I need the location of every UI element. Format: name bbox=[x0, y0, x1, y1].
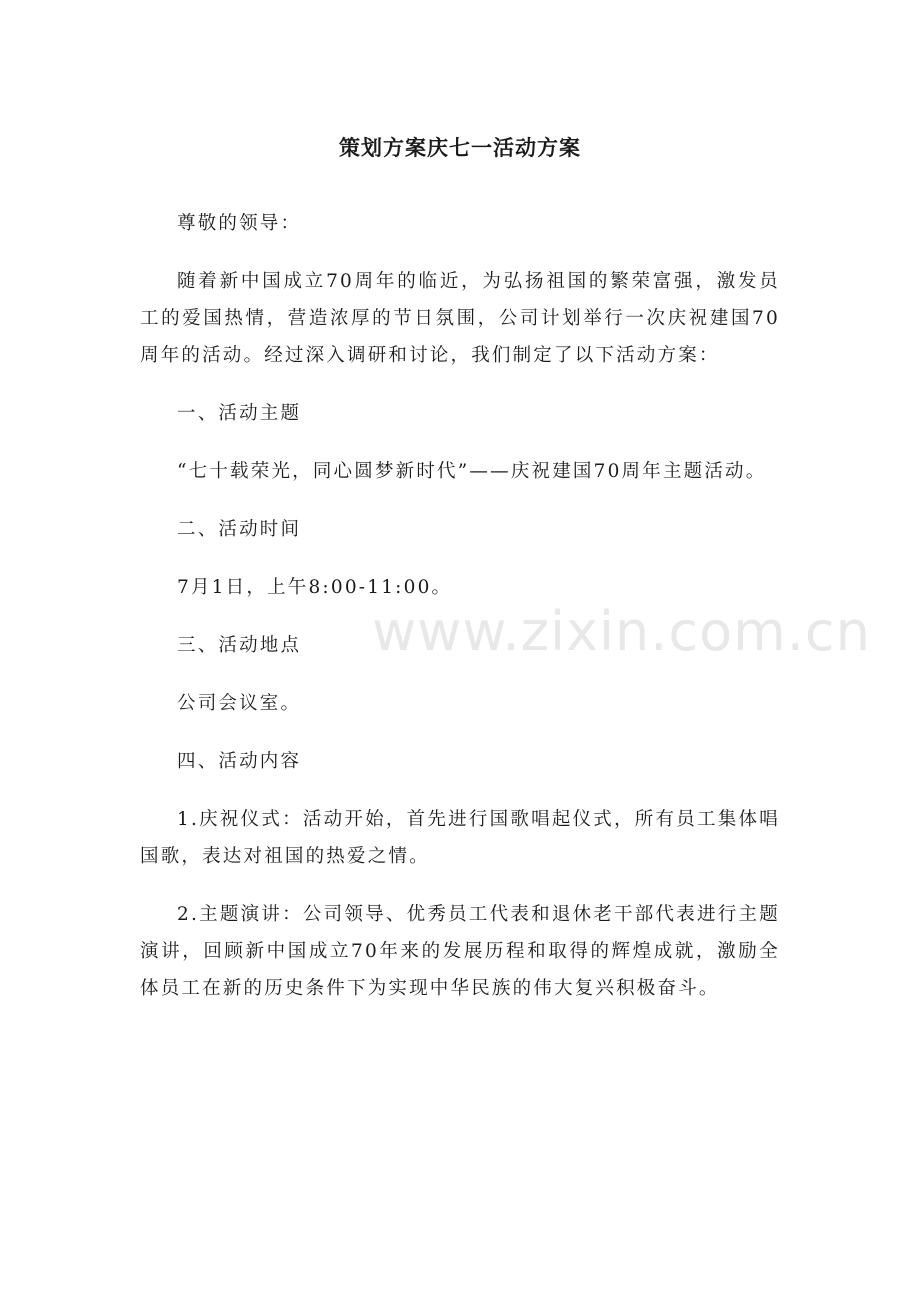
section-heading-theme: 一、活动主题 bbox=[177, 403, 302, 424]
section-heading-location: 三、活动地点 bbox=[177, 635, 302, 656]
document-title: 策划方案庆七一活动方案 bbox=[339, 136, 581, 160]
location-text: 公司会议室。 bbox=[177, 693, 302, 714]
watermark: www.zixin.com.cn bbox=[372, 600, 871, 663]
document-body bbox=[140, 205, 780, 1028]
section-heading-time: 二、活动时间 bbox=[177, 519, 302, 540]
time-text: 7月1日，上午8:00-11:00。 bbox=[177, 577, 453, 598]
section-heading-content: 四、活动内容 bbox=[177, 751, 302, 772]
content-item-ceremony: 1.庆祝仪式：活动开始，首先进行国歌唱起仪式，所有员工集体唱国歌，表达对祖国的热爱之情。 bbox=[140, 809, 780, 867]
salutation: 尊敬的领导： bbox=[177, 213, 302, 234]
intro-paragraph: 随着新中国成立70周年的临近，为弘扬祖国的繁荣富强，激发员工的爱国热情，营造浓厚的节日氛围，公司计划举行一次庆祝建国70周年的活动。经过深入调研和讨论，我们制定了以下活动方案： bbox=[140, 271, 780, 366]
content-item-speech: 2.主题演讲：公司领导、优秀员工代表和退休老干部代表进行主题演讲，回顾新中国成立70年来的发展历程和取得的辉煌成就，激励全体员工在新的历史条件下为实现中华民族的伟大复兴积极奋斗。 bbox=[140, 904, 780, 999]
theme-text: “七十载荣光，同心圆梦新时代”——庆祝建国70周年主题活动。 bbox=[177, 461, 767, 482]
